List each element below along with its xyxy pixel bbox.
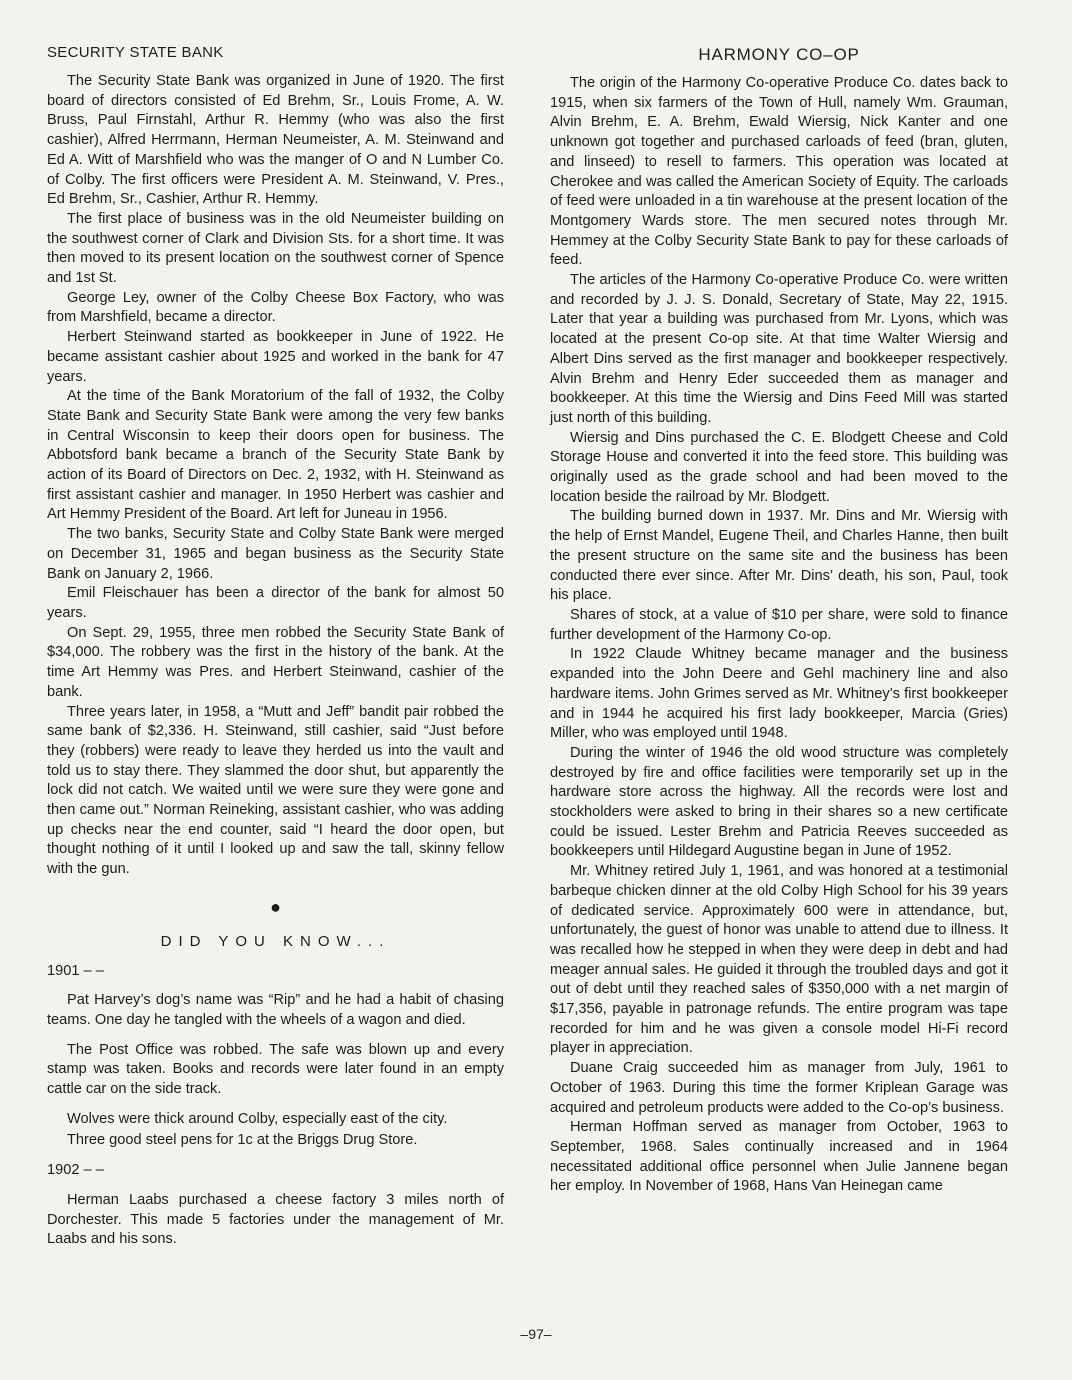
coop-paragraph: Duane Craig succeeded him as manager from July, 1961 to October of 1963. During this time the former Kriplean Garage was acquired and petroleum products were added to the Co-op’s business.: [550, 1060, 1008, 1116]
coop-paragraph: The articles of the Harmony Co-operative Produce Co. were written and recorded by J. J. S. Donald, Secretary of State, May 22, 1915. Later that year a building was purchased from Mr. Lyons, which was located at the present Co-op site. At that time Walter Wiersig and Albert Dins served as the first manager and bookkeeper respectively. Alvin Brehm and Henry Eder succeeded them as manager and bookkeeper. At this time the Wiersig and Dins Feed Mill was started just north of this building.: [550, 272, 1008, 426]
bank-paragraph: Emil Fleischauer has been a director of the bank for almost 50 years.: [47, 585, 504, 621]
right-column: [550, 44, 1008, 1197]
coop-paragraph: Mr. Whitney retired July 1, 1961, and was honored at a testimonial barbeque chicken dinner at the old Colby High School for his 39 years of dedicated service. Approximately 600 were in attendance, but, unfortunately, the guest of honor was unable to attend due to illness. It was recalled how he stepped in when they were deep in debt and had meager annual sales. He guided it through the troubled days and got it out of debt until they reached sales of $350,000 with a net margin of $17,356, payable in patronage refunds. The entire program was tape recorded for him and he was given a console model Hi-Fi record player in appreciation.: [550, 863, 1008, 1057]
bank-paragraph: The Security State Bank was organized in June of 1920. The first board of directors consisted of Ed Brehm, Sr., Louis Frome, A. W. Bruss, Paul Firnstahl, Arthur R. Hemmy (who was also the first cashier), Alfred Herrmann, Herman Neumeister, A. M. Steinwand and Ed A. Witt of Marshfield who was the manger of O and N Lumber Co. of Colby. The first officers were President A. M. Steinwand, V. Pres., Ed Brehm, Sr., Cashier, Arthur R. Hemmy.: [47, 73, 504, 208]
dyk-item: Three good steel pens for 1c at the Briggs Drug Store.: [67, 1132, 418, 1149]
coop-paragraph: During the winter of 1946 the old wood structure was completely destroyed by fire and office facilities were temporarily set up in the hardware store across the highway. All the records were lost and stockholders were asked to bring in their shares so a new certificate could be issued. Lester Brehm and Patricia Reeves succeeded as bookkeepers until Hildegard Augustine began in June of 1952.: [550, 744, 1008, 860]
harmony-coop-heading: HARMONY CO–OP: [698, 45, 860, 64]
coop-paragraph: The building burned down in 1937. Mr. Dins and Mr. Wiersig with the help of Ernst Mandel, Eugene Theil, and Charles Hanne, then built the present structure on the same site and the business has been conducted there ever since. After Mr. Dins’ death, his son, Paul, took his place.: [550, 508, 1008, 604]
year-1902-heading: 1902 – –: [47, 1162, 104, 1179]
coop-paragraph: Shares of stock, at a value of $10 per share, were sold to finance further development of the Harmony Co-op.: [550, 606, 1008, 643]
coop-paragraph: In 1922 Claude Whitney became manager and the business expanded into the John Deere and Gehl machinery line and also hardware items. John Grimes served as Mr. Whitney’s first bookkeeper and in 1944 he acquired his first lady bookkeeper, Marcia (Gries) Miller, who was employed until 1948.: [550, 646, 1008, 742]
left-column: [47, 44, 504, 1250]
bank-paragraph: Herbert Steinwand started as bookkeeper in June of 1922. He became assistant cashier about 1925 and worked in the bank for 47 years.: [47, 329, 504, 385]
section-bullet: ●: [270, 896, 281, 917]
coop-paragraph: The origin of the Harmony Co-operative Produce Co. dates back to 1915, when six farmers of the Town of Hull, namely Wm. Grauman, Alvin Brehm, E. A. Brehm, Ewald Wiersig, Nick Kanter and one unknown got together and purchased carloads of feed (bran, gluten, and linseed) to resell to farmers. This operation was located at Cherokee and was called the American Society of Equity. The carloads of feed were unloaded in a tin warehouse at the present location of the Montgomery Wards store. The men secured notes through Mr. Hemmey at the Colby Security State Bank to pay for these carloads of feed.: [550, 75, 1008, 269]
dyk-item: Pat Harvey’s dog’s name was “Rip” and he had a habit of chasing teams. One day he tangled with the wheels of a wagon and died.: [47, 992, 504, 1028]
page-number: –97–: [520, 1326, 552, 1342]
dyk-item: Herman Laabs purchased a cheese factory 3 miles north of Dorchester. This made 5 factories under the management of Mr. Laabs and his sons.: [47, 1191, 504, 1248]
bank-paragraph: George Ley, owner of the Colby Cheese Box Factory, who was from Marshfield, became a director.: [47, 289, 504, 326]
did-you-know-heading: DID YOU KNOW...: [160, 932, 391, 950]
bank-paragraph: The first place of business was in the old Neumeister building on the southwest corner of Clark and Division Sts. for a short time. It was then moved to its present location on the southwest corner of Spence and 1st St.: [47, 210, 504, 287]
dyk-item: The Post Office was robbed. The safe was blown up and every stamp was taken. Books and records were later found in an empty cattle car on the side track.: [47, 1041, 504, 1098]
coop-paragraph: Herman Hoffman served as manager from October, 1963 to September, 1968. Sales continually increased and in 1964 necessitated additional office personnel when Julie Jannene began her employ. In November of 1968, Hans Van Heinegan came: [550, 1119, 1008, 1195]
bank-paragraph: At the time of the Bank Moratorium of the fall of 1932, the Colby State Bank and Security State Bank were among the very few banks in Central Wisconsin to keep their doors open for business. The Abbotsford bank became a branch of the Security State Bank by action of its Board of Directors on Dec. 2, 1932, with H. Steinwand as first assistant cashier and manager. In 1950 Herbert was cashier and Art Hemmy President of the Board. Art left for Juneau in 1956.: [47, 388, 504, 523]
bank-paragraph: On Sept. 29, 1955, three men robbed the Security State Bank of $34,000. The robbery was the first in the history of the bank. At the time Art Hemmy was Pres. and Herbert Steinwand, cashier of the bank.: [47, 624, 504, 700]
year-1901-heading: 1901 – –: [47, 962, 104, 979]
bank-paragraph: Three years later, in 1958, a “Mutt and Jeff” bandit pair robbed the same bank of $2,336. H. Steinwand, still cashier, said “Just before they (robbers) were ready to leave they herded us into the vault and told us to stay there. They slammed the door shut, but apparently the lock did not catch. We waited until we were sure they were gone and then came out.” Norman Reineking, assistant cashier, who was adding up checks near the end counter, said “I heard the door open, but thought nothing of it until I looked up and saw the tall, skinny fellow with the gun.: [47, 703, 504, 878]
security-state-bank-heading: SECURITY STATE BANK: [47, 44, 224, 61]
bank-paragraph: The two banks, Security State and Colby State Bank were merged on December 31, 1965 and began business as the Security State Bank on January 2, 1966.: [47, 526, 504, 582]
coop-paragraph: Wiersig and Dins purchased the C. E. Blodgett Cheese and Cold Storage House and converted it into the feed store. This building was originally used as the grade school and had been moved to the location beside the railroad by Mr. Blodgett.: [550, 429, 1008, 505]
dyk-item: Wolves were thick around Colby, especially east of the city.: [67, 1110, 448, 1127]
